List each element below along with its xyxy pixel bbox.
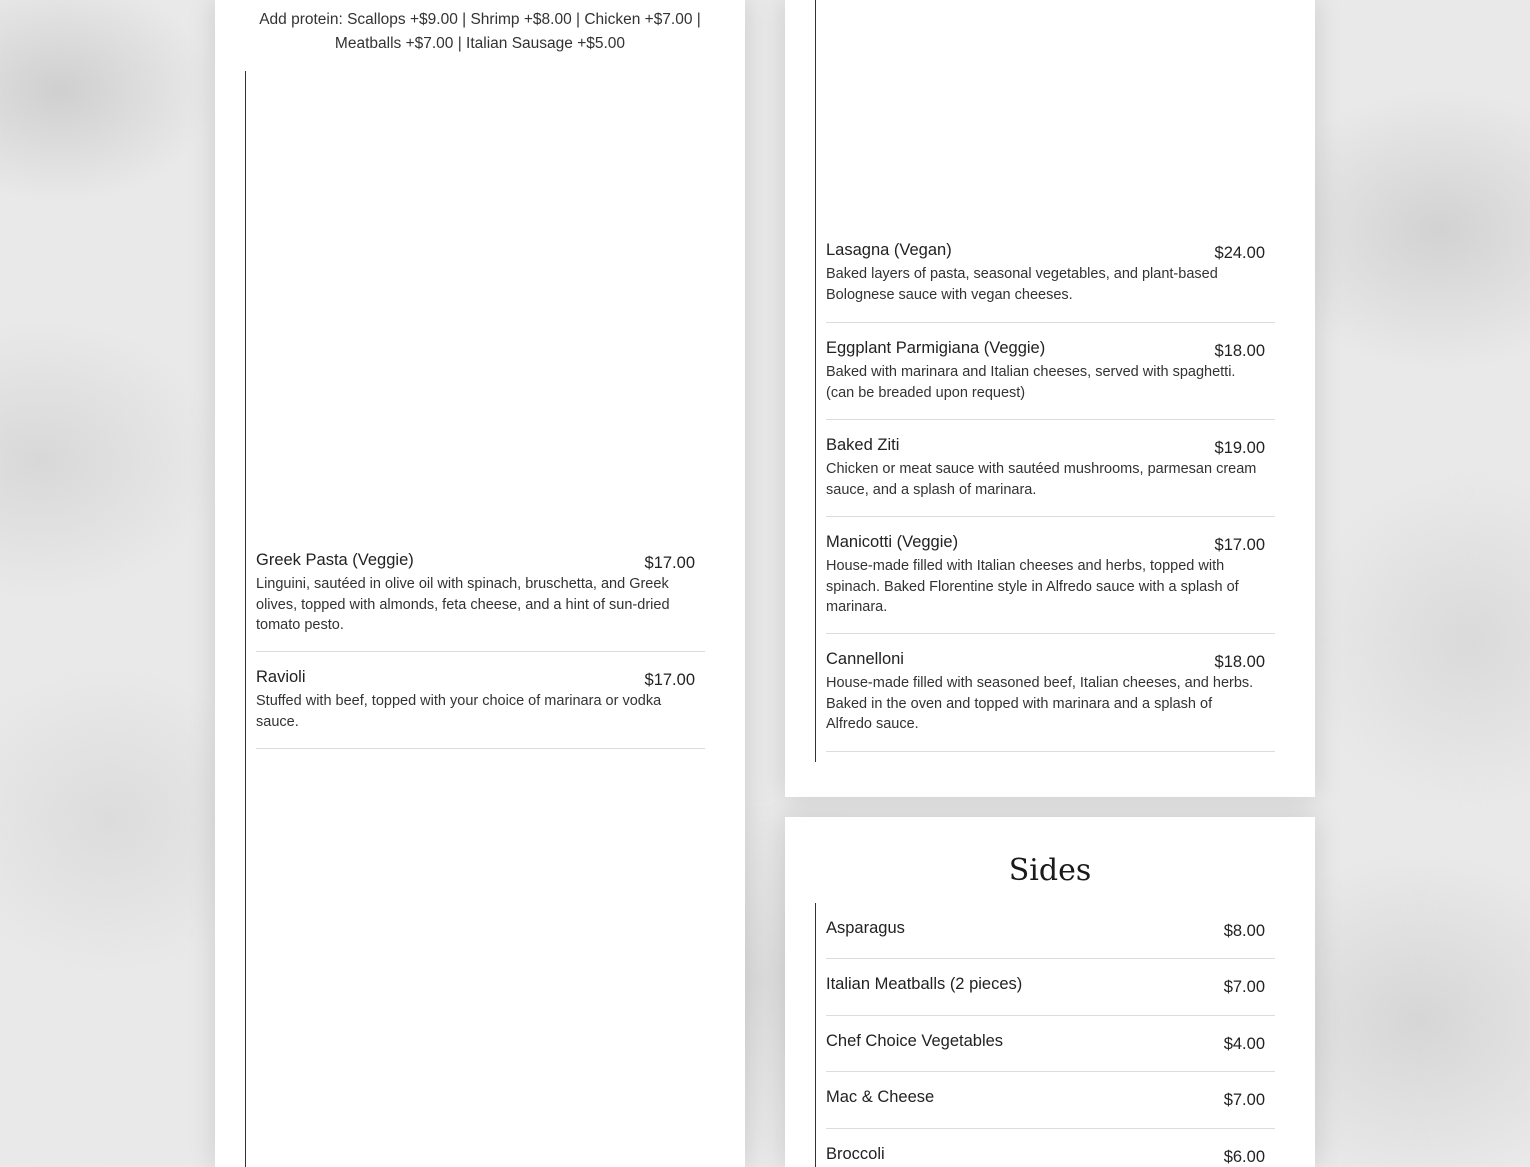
side-item-broccoli — [826, 1143, 1275, 1167]
pasta-menu-card-left — [215, 0, 745, 1167]
menu-item-name: Baked Ziti — [826, 436, 900, 454]
menu-item-price: $18.00 — [1214, 342, 1265, 360]
side-item-price: $4.00 — [1223, 1035, 1265, 1053]
section-divider-line — [815, 0, 816, 762]
side-item-italian-meatballs — [826, 973, 1275, 1016]
menu-item-description: House-made filled with Italian cheeses and herbs, topped with spinach. Baked Florentine style in Alfredo sauce with a splash of marinara. — [826, 558, 1239, 615]
side-item-price: $7.00 — [1223, 978, 1265, 996]
menu-item-description: Baked with marinara and Italian cheeses, served with spaghetti. (can be breaded upon request) — [826, 364, 1236, 401]
menu-item-lasagna — [826, 239, 1275, 323]
side-item-chef-choice-vegetables — [826, 1030, 1275, 1072]
sides-menu-card — [785, 817, 1315, 1167]
menu-item-price: $17.00 — [644, 671, 695, 689]
side-item-mac-and-cheese — [826, 1086, 1275, 1129]
side-item-name: Italian Meatballs (2 pieces) — [826, 975, 1023, 993]
menu-item-price: $18.00 — [1214, 653, 1265, 671]
side-item-price: $8.00 — [1223, 922, 1265, 940]
section-divider-line — [815, 903, 816, 1167]
menu-item-ravioli — [256, 666, 705, 749]
pasta-menu-card-right — [785, 0, 1315, 797]
menu-item-price: $17.00 — [644, 554, 695, 572]
menu-item-price: $19.00 — [1214, 439, 1265, 457]
side-item-price: $6.00 — [1223, 1148, 1265, 1166]
menu-item-name: Eggplant Parmigiana (Veggie) — [826, 339, 1046, 357]
menu-item-greek-pasta — [256, 549, 705, 652]
menu-item-description: Chicken or meat sauce with sautéed mushrooms, parmesan cream sauce, and a splash of marinara. — [826, 461, 1257, 498]
menu-item-description: Baked layers of pasta, seasonal vegetables, and plant-based Bolognese sauce with vegan cheeses. — [826, 266, 1218, 303]
side-item-price: $7.00 — [1223, 1091, 1265, 1109]
menu-item-name: Cannelloni — [826, 650, 904, 668]
menu-item-name: Greek Pasta (Veggie) — [256, 551, 414, 569]
section-divider-line — [245, 71, 246, 1167]
menu-item-name: Manicotti (Veggie) — [826, 533, 959, 551]
menu-item-price: $17.00 — [1214, 536, 1265, 554]
menu-item-cannelloni — [826, 648, 1275, 752]
side-item-name: Asparagus — [826, 919, 905, 937]
side-item-name: Chef Choice Vegetables — [826, 1032, 1004, 1050]
menu-item-manicotti — [826, 531, 1275, 634]
side-item-name: Mac & Cheese — [826, 1088, 935, 1106]
add-protein-note: Add protein: Scallops +$9.00 | Shrimp +$8.00 | Chicken +$7.00 | Meatballs +$7.00 | Italian Sausage +$5.00 — [259, 11, 701, 52]
menu-item-eggplant-parmigiana — [826, 337, 1275, 420]
sides-heading: Sides — [1008, 853, 1092, 888]
menu-item-price: $24.00 — [1214, 244, 1265, 262]
menu-item-baked-ziti — [826, 434, 1275, 517]
menu-item-description: Linguini, sautéed in olive oil with spinach, bruschetta, and Greek olives, topped with almonds, feta cheese, and a hint of sun-dried tomato pesto. — [256, 576, 670, 633]
menu-item-description: House-made filled with seasoned beef, Italian cheeses, and herbs. Baked in the oven and topped with marinara and a splash of Alfredo sauce. — [826, 675, 1254, 732]
side-item-asparagus — [826, 917, 1275, 959]
menu-item-name: Ravioli — [256, 668, 306, 686]
menu-item-description: Stuffed with beef, topped with your choice of marinara or vodka sauce. — [256, 693, 662, 730]
side-item-name: Broccoli — [826, 1145, 885, 1163]
menu-item-name: Lasagna (Vegan) — [826, 241, 952, 259]
